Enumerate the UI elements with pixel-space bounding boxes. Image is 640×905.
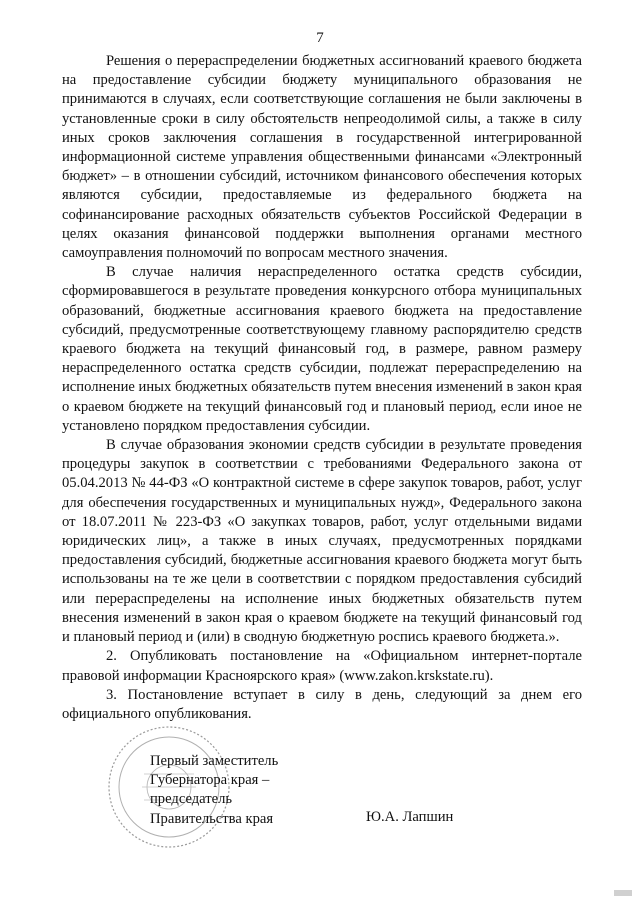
paragraph: В случае образования экономии средств субсидии в результате проведения процедуры закупок в соответствии с требованиями Федерального закона от 05.04.2013 № 44-ФЗ «О контрактной системе в сфере закупок товаров, работ, услуг для обеспечения государственных и муниципальных нужд», Федерального закона от 18.07.2011 № 223-ФЗ «О закупках товаров, работ, услуг отдельными видами юридических лиц», а также в иных случаях, предусмотренных порядками предоставления субсидий, бюджетные ассигнования краевого бюджета могут быть использованы на те же цели в соответствии с порядком предоставления субсидий или перераспределены на исполнение иных бюджетных обязательств путем внесения изменений в закон края о краевом бюджете на текущий финансовый год и плановый период и (или) в сводную бюджетную роспись краевого бюджета.».: [62, 437, 582, 646]
signature-title-line: председатель: [150, 791, 233, 808]
signature-title-line: Первый заместитель: [150, 753, 279, 769]
paragraph: 3. Постановление вступает в силу в день, следующий за днем его официального опубликования.: [62, 686, 582, 722]
page-number: 7: [316, 30, 324, 46]
signatory-name: Ю.А. Лапшин: [366, 809, 454, 825]
paragraph: 2. Опубликовать постановление на «Официальном интернет-портале правовой информации Красноярского края» (www.zakon.krskstate.ru).: [62, 648, 582, 684]
paragraph: В случае наличия нераспределенного остатка средств субсидии, сформировавшегося в результате проведения конкурсного отбора муниципальных образований, бюджетные ассигнования краевого бюджета на предоставление субсидий, предусмотренные соответствующему главному распорядителю средств краевого бюджета на текущий финансовый год, в размере, равном размеру нераспределенного остатка средств субсидии, подлежат перераспределению на исполнение иных бюджетных обязательств путем внесения изменений в закон края о краевом бюджете на текущий финансовый год и плановый период, если иное не установлено порядком предоставления субсидии.: [62, 264, 582, 434]
paragraph: Решения о перераспределении бюджетных ассигнований краевого бюджета на предоставление субсидии бюджету муниципального образования не принимаются в случаях, если соответствующие соглашения не были заключены в установленные сроки в силу обстоятельств непреодолимой силы, а также в силу иных сроков заключения соглашения в государственной интегрированной информационной системе управления общественными финансами «Электронный бюджет» – в отношении субсидий, источником финансового обеспечения которых являются субсидии, предоставляемые из федерального бюджета на софинансирование расходных обязательств субъектов Российской Федерации в целях оказания финансовой поддержки выполнения органами местного самоуправления полномочий по вопросам местного значения.: [62, 53, 582, 262]
corner-mark-icon: [612, 887, 634, 899]
document-body: [62, 52, 582, 724]
signature-title-line: Губернатора края –: [150, 772, 270, 789]
signature-block: [150, 752, 278, 829]
signature-title-line: Правительства края: [150, 810, 274, 827]
